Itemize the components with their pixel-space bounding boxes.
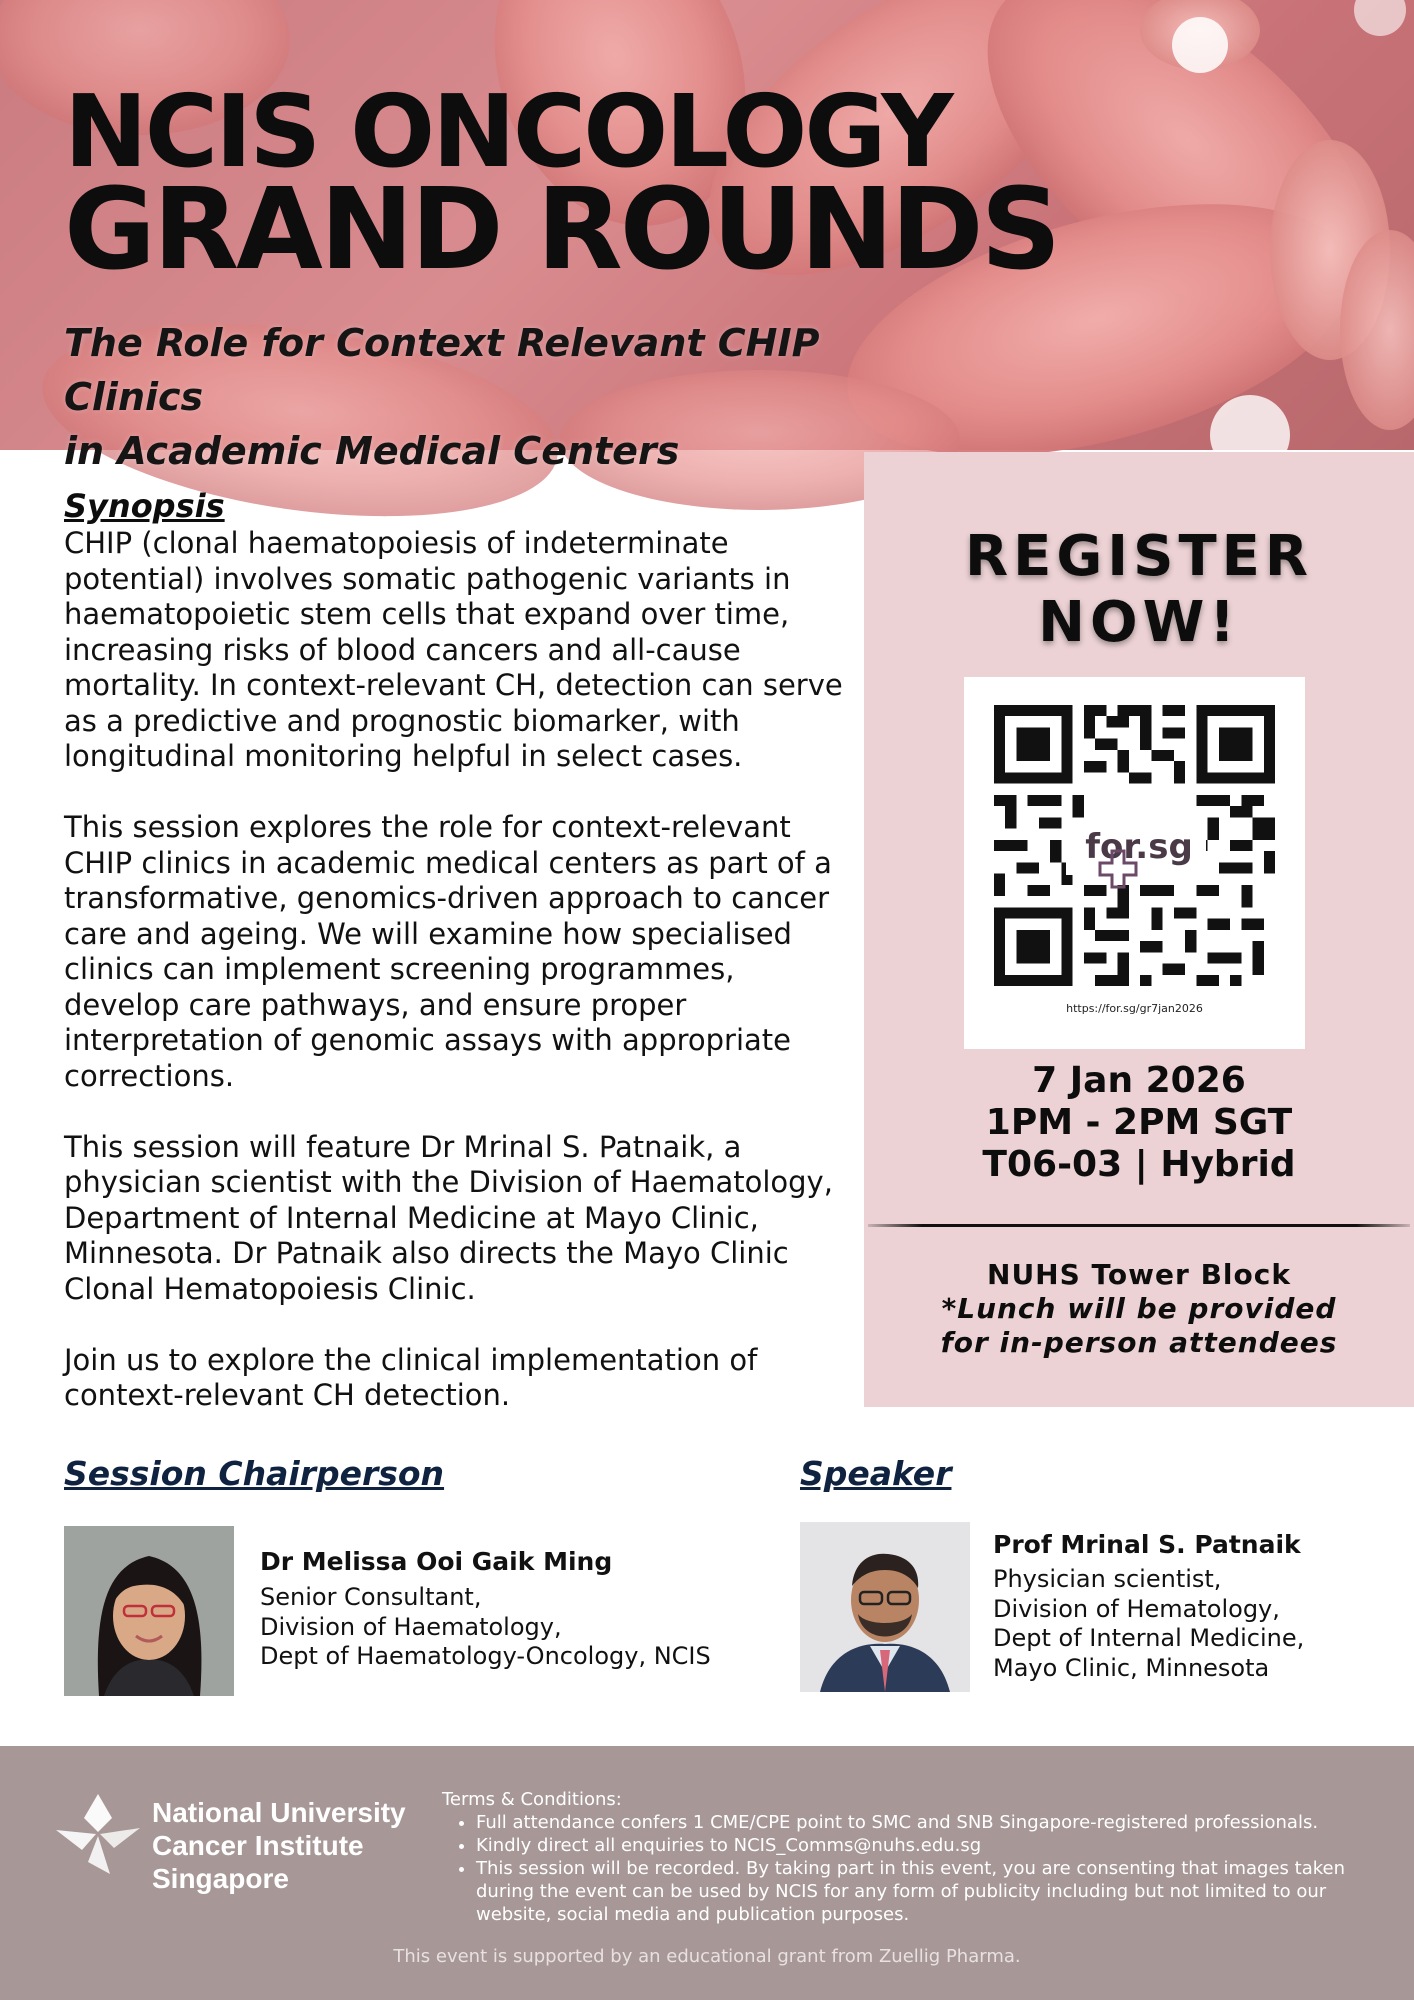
synopsis-paragraph: This session will feature Dr Mrinal S. Patnaik, a physician scientist with the Division of Haematology, Department of Internal Medicine at Mayo Clinic, Minnesota. Dr Patnaik also directs the Mayo Clinic Clonal Hematopoiesis Clinic. [64, 1129, 833, 1306]
divider [868, 1224, 1410, 1227]
terms-list [442, 1811, 1372, 1926]
medical-cross-icon [1096, 847, 1140, 891]
speaker-photo [800, 1522, 970, 1692]
event-title-line-2: GRAND ROUNDS [64, 165, 1059, 295]
chairperson-role-line: Dept of Haematology-Oncology, NCIS [260, 1642, 711, 1670]
ncis-logo-text [152, 1796, 406, 1895]
registration-url[interactable]: https://for.sg/gr7jan2026 [1066, 1002, 1203, 1015]
lunch-note-line-1: *Lunch will be provided [941, 1292, 1337, 1325]
terms-heading: Terms & Conditions: [442, 1789, 622, 1810]
terms-item: • Kindly direct all enquiries to NCIS_Comms@nuhs.edu.sg [476, 1834, 1372, 1857]
speaker-role [993, 1565, 1304, 1683]
synopsis-heading: Synopsis [64, 487, 225, 525]
forsg-logo [1066, 819, 1206, 875]
terms-and-conditions [442, 1788, 1372, 1926]
event-venue-code: T06-03 | Hybrid [982, 1144, 1296, 1185]
speaker-heading: Speaker [800, 1454, 952, 1493]
speaker-name: Prof Mrinal S. Patnaik [993, 1530, 1301, 1559]
synopsis-paragraph: This session explores the role for context-relevant CHIP clinics in academic medical centers as part of a transformative, genomics-driven approach to cancer care and ageing. We will examine how specialised clinics can implement screening programmes, develop care pathways, and ensure proper interpretation of genomic assays with appropriate corrections. [64, 810, 832, 1093]
terms-item: • This session will be recorded. By taking part in this event, you are consenting that images taken during the event can be used by NCIS for any form of publicity including but not limited to our website, social media and publication purposes. [476, 1857, 1372, 1926]
synopsis-paragraph: CHIP (clonal haematopoiesis of indeterminate potential) involves somatic pathogenic variants in haematopoietic stem cells that expand over time, increasing risks of blood cancers and all-cause mortality. In context-relevant CH, detection can serve as a predictive and prognostic biomarker, with longitudinal monitoring helpful in select cases. [64, 526, 843, 773]
chairperson-heading: Session Chairperson [64, 1454, 445, 1493]
lunch-note-line-2: for in-person attendees [940, 1326, 1338, 1359]
speaker-role-line: Physician scientist, [993, 1565, 1222, 1593]
support-note: This event is supported by an educational grant from Zuellig Pharma. [393, 1946, 1021, 1967]
chairperson-name: Dr Melissa Ooi Gaik Ming [260, 1547, 613, 1576]
logo-text-line: National University [152, 1797, 406, 1828]
chairperson-role [260, 1583, 711, 1672]
speaker-avatar [800, 1522, 970, 1692]
speaker-role-line: Mayo Clinic, Minnesota [993, 1653, 1270, 1682]
terms-item: • Full attendance confers 1 CME/CPE point to SMC and SNB Singapore-registered professionals. [476, 1811, 1372, 1834]
event-title [64, 73, 1059, 295]
event-details [864, 1060, 1414, 1186]
event-title-line-1: NCIS ONCOLOGY [64, 73, 951, 190]
ncis-logo-icon [54, 1792, 142, 1876]
chairperson-role-line: Division of Haematology, [260, 1612, 562, 1641]
footer [0, 1746, 1414, 2000]
chairperson-photo [64, 1526, 234, 1696]
chairperson-role-line: Senior Consultant, [260, 1583, 482, 1611]
registration-qr-code[interactable] [964, 677, 1305, 1049]
event-date: 7 Jan 2026 [1032, 1060, 1246, 1101]
speaker-role-line: Dept of Internal Medicine, [993, 1624, 1305, 1652]
register-heading-line-1: REGISTER [964, 524, 1314, 589]
speaker-role-line: Division of Hematology, [993, 1594, 1280, 1623]
register-heading-line-2: NOW! [1038, 590, 1240, 655]
header-banner [0, 0, 1414, 473]
logo-text-line: Singapore [152, 1863, 289, 1894]
register-panel [864, 452, 1414, 1407]
event-time: 1PM - 2PM SGT [985, 1102, 1293, 1143]
synopsis-section [64, 486, 844, 1449]
forsg-brand: for.sg [1085, 827, 1193, 867]
event-subtitle [64, 316, 964, 478]
event-location: NUHS Tower Block [987, 1258, 1291, 1291]
event-subtitle-line-2: in Academic Medical Centers [64, 429, 680, 473]
chairperson-avatar [64, 1526, 234, 1696]
event-subtitle-line-1: The Role for Context Relevant CHIP Clinics [64, 321, 820, 419]
logo-text-line: Cancer Institute [152, 1830, 364, 1861]
lunch-note [864, 1292, 1414, 1360]
register-heading [864, 524, 1414, 656]
synopsis-paragraph: Join us to explore the clinical implementation of context-relevant CH detection. [64, 1342, 758, 1412]
